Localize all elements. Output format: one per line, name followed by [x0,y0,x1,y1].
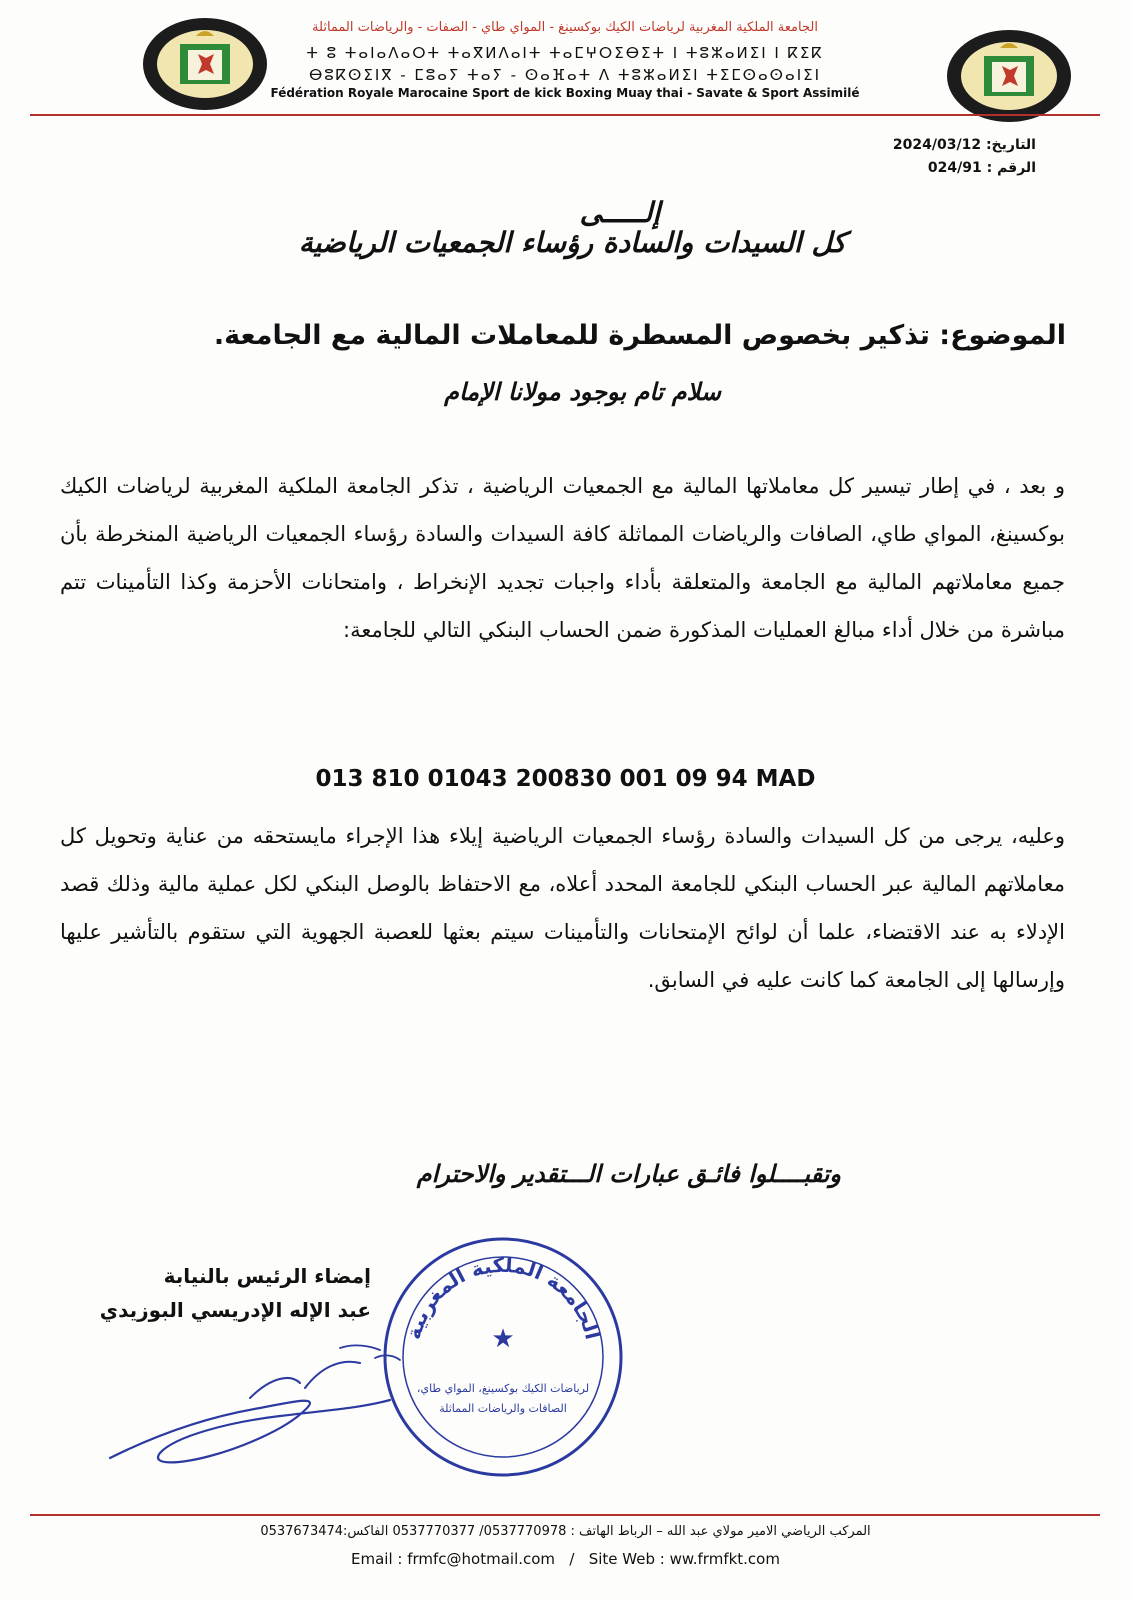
stamp-ring-text: الجامعة الملكية المغربية [401,1252,605,1342]
footer-address: المركب الرياضي الامير مولاي عبد الله – الرباط الهاتف : 0537770978/ 0537770377 الفاكس:0537673474 [260,1524,871,1539]
footer-contact [0,1550,1131,1568]
reference-label: الرقم : [986,160,1036,176]
date-value: 2024/03/12 [892,137,982,153]
subject-line: الموضوع: تذكير بخصوص المسطرة للمعاملات المالية مع الجامعة. [213,320,1066,351]
footer-divider [30,1514,1100,1516]
federation-logo-right [944,26,1074,126]
date-label: التاريخ: [985,137,1036,153]
handwritten-signature [90,1338,420,1488]
reference-value: 024/91 [927,160,982,176]
footer-website: Site Web : ww.frmfkt.com [588,1550,780,1568]
stamp-star-icon: ★ [491,1324,515,1354]
body-paragraph-2: وعليه، يرجى من كل السيدات والسادة رؤساء الجمعيات الرياضية إيلاء هذا الإجراء مايستحقه من عناية وتحويل كل معاملاتهم المالية عبر الحساب البنكي للجامعة المحدد أعلاه، مع الاحتفاظ بالوصل البنكي لكل عملية مالية وذلك قصد الإدلاء به عند الاقتضاء، علما أن لوائح الإمتحانات والتأمينات سيتم بعثها للعصبة الجهوية التي ستقوم بالتأشير عليها وإرسالها إلى الجامعة كما كانت عليه في السابق. [60,824,1065,992]
to-heading: إلـــــى [579,196,661,229]
header-french-name: Fédération Royale Marocaine Sport de kick Boxing Muay thai - Savate & Sport Assimilé [270,86,860,100]
closing-line: وتقبــــلوا فائـق عبارات الـــتقدير والاحترام [416,1160,841,1188]
greeting-line: سلام تام بوجود مولانا الإمام [444,378,721,406]
header-tifinagh-line-1: ⵜ ⵓ ⵜⴰⵏⴰⴷⴰⵔⵜ ⵜⴰⴳⵍⴷⴰⵏⵜ ⵜⴰⵎⵖⵔⵉⴱⵉⵜ ⵏ ⵜⵓⵣⴰⵍⵉⵏ ⵏ ⴽⵉⴽ [306,44,824,62]
header-arabic-name: الجامعة الملكية المغربية لرياضات الكيك بوكسينغ - المواي طاي - الصفات - والرياضات المماثلة [312,20,818,35]
signatory-name: عبد الإله الإدريسي البوزيدي [99,1298,371,1322]
date-line [893,137,1036,153]
signature-title: إمضاء الرئيس بالنيابة [163,1264,371,1288]
footer-separator: / [569,1550,575,1568]
footer-email: Email : frmfc@hotmail.com [351,1550,556,1568]
body-paragraph-1: و بعد ، في إطار تيسير كل معاملاتها المالية مع الجمعيات الرياضية ، تذكر الجامعة الملكية المغربية لرياضات الكيك بوكسينغ، المواي طاي، الصافات والرياضات المماثلة كافة السيدات والسادة رؤساء الجمعيات الرياضية المنخرطة بأن جميع معاملاتهم المالية مع الجامعة والمتعلقة بأداء واجبات تجديد الإنخراط ، وامتحانات الأحزمة وكذا التأمينات تتم مباشرة من خلال أداء مبالغ العمليات المذكورة ضمن الحساب البنكي التالي للجامعة: [60,474,1065,642]
recipients-heading: كل السيدات والسادة رؤساء الجمعيات الرياضية [298,226,846,259]
bank-account-number: 013 810 01043 200830 001 09 94 MAD [315,766,816,792]
header-divider [30,114,1100,116]
stamp-inner-line-2: الصافات والرياضات المماثلة [439,1402,567,1415]
header-tifinagh-line-2: ⴱⵓⴽⵙⵉⵏⴳ - ⵎⵓⴰⵢ ⵜⴰⵢ - ⵙⴰⴼⴰⵜ ⴷ ⵜⵓⵣⴰⵍⵉⵏ ⵜⵉⵎⵙⴰⵙⴰⵏⵉⵏ [308,66,822,84]
stamp-inner-line-1: لرياضات الكيك بوكسينغ، المواي طاي، [416,1382,590,1395]
reference-line [928,160,1036,176]
